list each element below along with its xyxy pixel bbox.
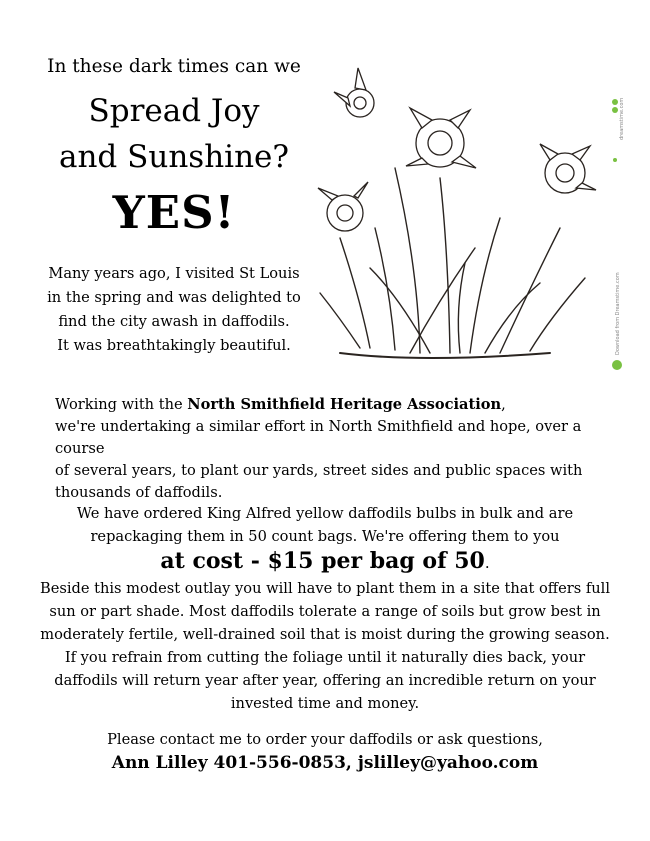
dreamstime-watermark — [605, 50, 635, 380]
price-line — [20, 548, 630, 574]
headline — [40, 88, 308, 180]
working-line-4: thousands of daffodils. — [55, 484, 223, 501]
intro-line: In these dark times can we — [47, 56, 301, 77]
price-text: at cost - $15 per bag of 50 — [160, 548, 485, 574]
planting-line: daffodils will return year after year, offering an incredible return on your — [54, 672, 596, 689]
story-line: find the city awash in daffodils. — [58, 313, 290, 330]
story-paragraph — [40, 262, 308, 358]
story-line: It was breathtakingly beautiful. — [57, 337, 291, 354]
contact-line: Please contact me to order your daffodils or ask questions, — [107, 731, 543, 748]
working-line-3: of several years, to plant our yards, street sides and public spaces with — [55, 462, 583, 479]
order-line: repackaging them in 50 count bags. We're offering them to you — [90, 528, 560, 545]
order-line: We have ordered King Alfred yellow daffodils bulbs in bulk and are — [76, 505, 574, 522]
answer-yes: YES! — [112, 186, 236, 239]
story-line: in the spring and was delighted to — [47, 289, 301, 306]
org-name: North Smithfield Heritage Association — [187, 396, 502, 413]
headline-line-2: and Sunshine? — [58, 139, 290, 175]
signature-line: Ann Lilley 401-556-0853, jslilley@yahoo.com — [111, 753, 539, 773]
planting-line: invested time and money. — [230, 695, 420, 712]
planting-line: Beside this modest outlay you will have to plant them in a site that offers full — [39, 580, 611, 597]
working-prefix: Working with the — [55, 396, 188, 413]
watermark-top-text: dreamstime.com — [619, 97, 625, 140]
order-paragraph — [20, 502, 630, 548]
watermark-bottom-text: Download from Dreamstime.com — [615, 272, 621, 355]
working-line-2: we're undertaking a similar effort in North Smithfield and hope, over a course — [55, 418, 582, 457]
planting-line: sun or part shade. Most daffodils tolerate a range of soils but grow best in — [49, 603, 601, 620]
price-period: . — [484, 554, 490, 572]
working-paragraph — [55, 394, 615, 504]
headline-line-1: Spread Joy — [88, 93, 260, 129]
planting-line: If you refrain from cutting the foliage until it naturally dies back, your — [64, 649, 586, 666]
story-line: Many years ago, I visited St Louis — [48, 265, 300, 282]
planting-paragraph — [35, 577, 615, 715]
planting-line: moderately fertile, well-drained soil that is moist during the growing season. — [40, 626, 610, 643]
daffodil-illustration — [300, 48, 600, 366]
working-suffix: , — [501, 396, 506, 413]
working-line-1 — [55, 394, 615, 416]
